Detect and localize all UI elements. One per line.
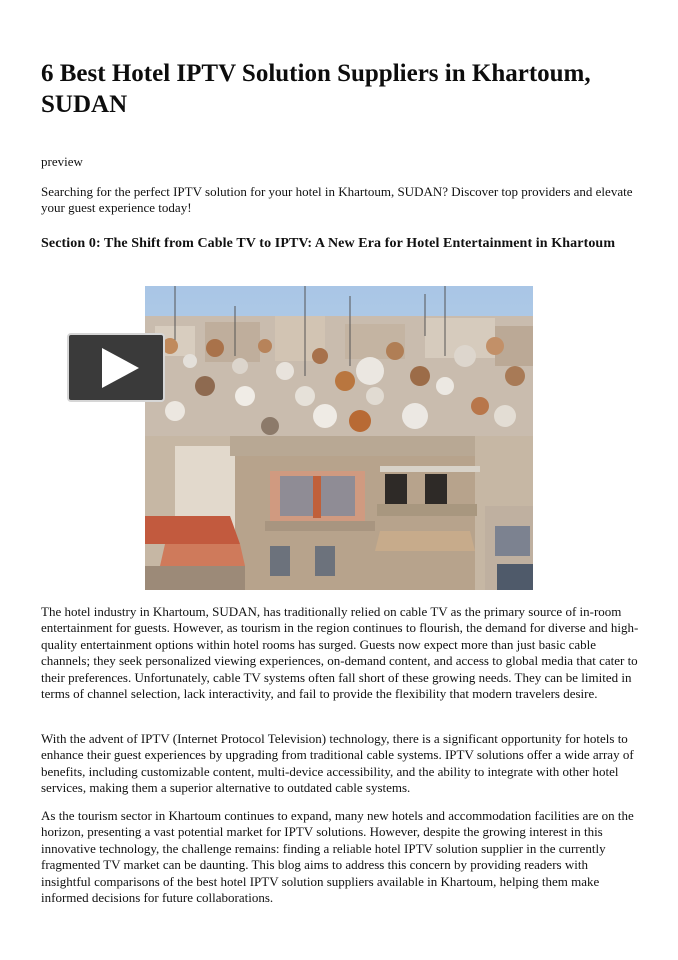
intro-text: Searching for the perfect IPTV solution for your hotel in Khartoum, SUDAN? Discover top providers and elevate your guest experience today! [41,184,633,215]
paragraph-3: As the tourism sector in Khartoum continues to expand, many new hotels and accommodation facilities are on the horizon, presenting a vast potential market for IPTV solutions. However, despite the growing interest in this innovative technology, the challenge remains: finding a reliable hotel IPTV solution supplier in the currently fragmented TV market can be daunting. This blog aims to address this concern by providing readers with insightful comparisons of the best hotel IPTV solution suppliers available in Khartoum, helping them make informed decisions for future collaborations. [41,808,634,906]
play-button[interactable] [67,333,165,402]
page-title: 6 Best Hotel IPTV Solution Suppliers in Khartoum, SUDAN [41,60,591,118]
preview-label: preview [41,154,83,169]
paragraph-1: The hotel industry in Khartoum, SUDAN, has traditionally relied on cable TV as the primary source of in-room entertainment for guests. However, as tourism in the region continues to flourish, the demand for diverse and high-quality entertainment options within hotel rooms has surged. Guests now expect more than just basic cable channels; they seek personalized viewing experiences, on-demand content, and access to global media that cater to their preferences. Unfortunately, cable TV systems often fall short of these growing needs. They can be limited in terms of channel selection, lack interactivity, and fail to provide the flexibility that modern travelers desire. [41,604,639,702]
paragraph-2: With the advent of IPTV (Internet Protocol Television) technology, there is a significant opportunity for hotels to enhance their guest experiences by upgrading from traditional cable systems. IPTV solutions offer a wide array of benefits, including customizable content, multi-device accessibility, and the ability to integrate with other hotel services, making them a superior alternative to outdated cable systems. [41,731,634,796]
section-heading: Section 0: The Shift from Cable TV to IPTV: A New Era for Hotel Entertainment in Khartoum [41,236,616,251]
rooftops-illustration [145,286,533,590]
satellite-dishes-image [145,286,533,590]
play-icon [102,348,139,388]
